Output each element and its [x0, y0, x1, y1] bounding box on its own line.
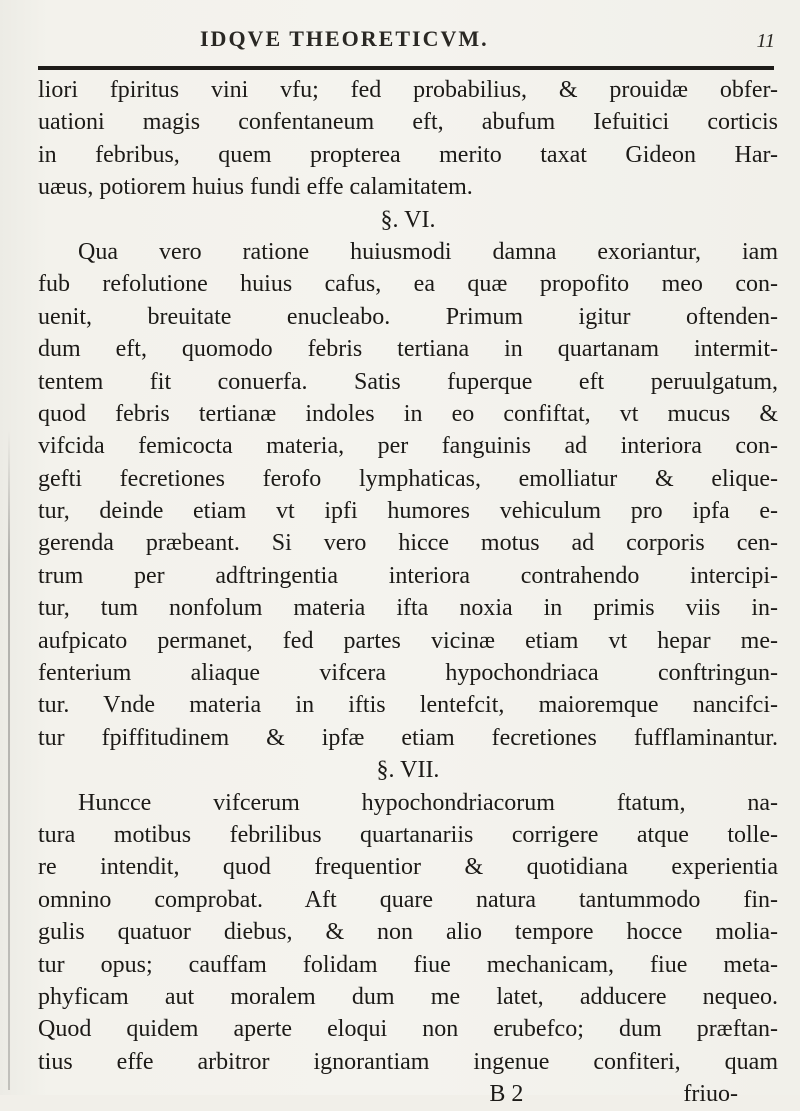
text-line: tur. Vnde materia in iftis lentefcit, maioremque nancifci-: [38, 692, 778, 719]
body-text: [38, 74, 778, 1111]
text-line: gulis quatuor diebus, & non alio tempore hocce molia-: [38, 919, 778, 946]
text-line: fenterium aliaque vifcera hypochondriaca conftringun-: [38, 660, 778, 687]
page-footer: [38, 1078, 778, 1110]
header-rule: [38, 66, 774, 70]
section-heading-vi: §. VI.: [380, 206, 436, 233]
text-line: tius effe arbitror ignorantiam ingenue confiteri, quam: [38, 1048, 778, 1075]
text-line: gerenda præbeant. Si vero hicce motus ad corporis cen-: [38, 530, 778, 557]
text-line: uæus, potiorem huius fundi effe calamitatem.: [38, 174, 473, 201]
text-line: in febribus, quem propterea merito taxat Gideon Har-: [38, 141, 778, 168]
text-line: dum eft, quomodo febris tertiana in quartanam intermit-: [38, 336, 778, 363]
text-line: re intendit, quod frequentior & quotidiana experientia: [38, 854, 778, 881]
text-line: uationi magis confentaneum eft, abufum Iefuitici corticis: [38, 109, 778, 136]
text-line: trum per adftringentia interiora contrahendo intercipi-: [38, 562, 778, 589]
text-line: tur, tum nonfolum materia ifta noxia in primis viis in-: [38, 595, 778, 622]
text-line: gefti fecretiones ferofo lymphaticas, emolliatur & elique-: [38, 465, 778, 492]
running-head: [0, 20, 800, 60]
running-title: IDQVE THEORETICVM.: [200, 26, 489, 51]
text-line: uenit, breuitate enucleabo. Primum igitur oftenden-: [38, 303, 778, 330]
text-line: Qua vero ratione huiusmodi damna exoriantur, iam: [78, 238, 778, 265]
text-line: tur opus; cauffam folidam fiue mechanicam, fiue meta-: [38, 951, 778, 978]
text-line: aufpicato permanet, fed partes vicinæ etiam vt hepar me-: [38, 627, 778, 654]
text-line: tur fpiffitudinem & ipfæ etiam fecretiones fufflaminantur.: [38, 724, 778, 751]
text-line: fub refolutione huius cafus, ea quæ propofito meo con-: [38, 271, 778, 298]
catchword: friuo-: [683, 1081, 738, 1108]
text-line: phyficam aut moralem dum me latet, adducere nequeo.: [38, 983, 778, 1010]
text-line: liori fpiritus vini vfu; fed probabilius, & prouidæ obfer-: [38, 77, 778, 103]
text-line: Huncce vifcerum hypochondriacorum ftatum, na-: [78, 789, 778, 816]
text-line: tur, deinde etiam vt ipfi humores vehiculum pro ipfa e-: [38, 498, 778, 525]
section-heading-vii: §. VII.: [376, 757, 440, 784]
text-line: tentem fit conuerfa. Satis fuperque eft peruulgatum,: [38, 368, 778, 395]
text-line: quod febris tertianæ indoles in eo confiftat, vt mucus &: [38, 400, 778, 427]
text-line: omnino comprobat. Aft quare natura tantummodo fin-: [38, 886, 778, 913]
text-line: Quod quidem aperte eloqui non erubefco; dum præftan-: [38, 1016, 778, 1043]
text-line: tura motibus febrilibus quartanariis corrigere atque tolle-: [38, 821, 778, 848]
page-edge-shadow: [8, 430, 10, 1090]
text-line: vifcida femicocta materia, per fanguinis ad interiora con-: [38, 433, 778, 460]
page-number: 11: [756, 30, 775, 52]
signature-mark: B 2: [489, 1081, 524, 1108]
